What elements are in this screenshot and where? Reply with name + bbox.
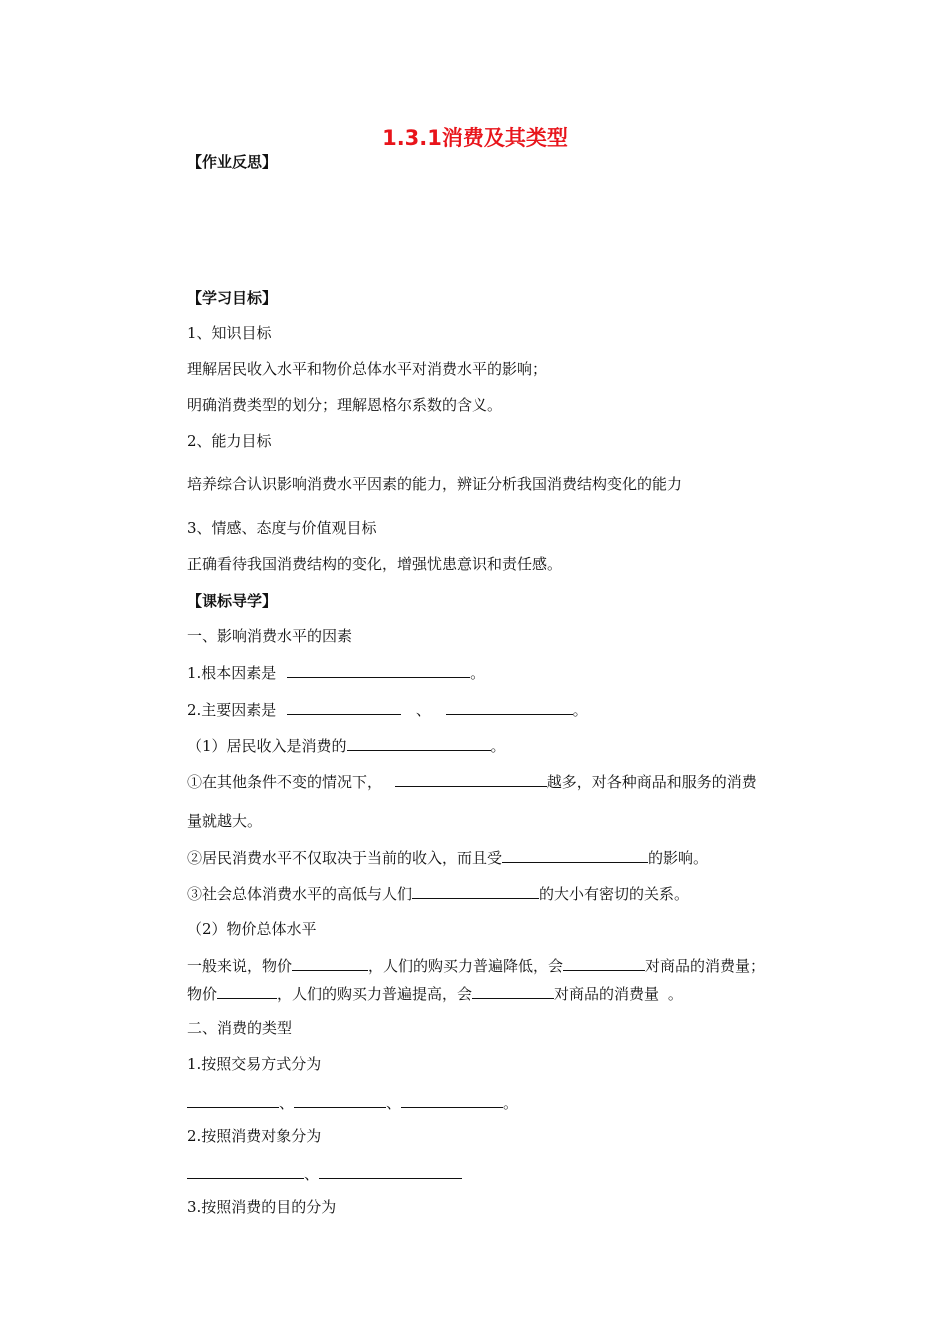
section-reflection: 【作业反思】 <box>187 153 278 171</box>
price-fall <box>187 983 683 1004</box>
knowledge-goal-2: 明确消费类型的划分；理解恩格尔系数的含义。 <box>187 396 503 414</box>
punctuation: 、 <box>386 1094 402 1112</box>
point-text: ①在其他条件不变的情况下， <box>187 773 383 791</box>
ability-goal-title: 2、能力目标 <box>187 432 272 450</box>
point-text: 越多，对各种商品和服务的消费 <box>546 773 757 791</box>
point-2 <box>187 847 708 868</box>
answer-blank[interactable] <box>294 1092 386 1108</box>
answer-blank[interactable] <box>395 771 547 787</box>
price-title: （2）物价总体水平 <box>187 920 317 938</box>
punctuation: 。 <box>503 1094 519 1112</box>
statement-text: 物价 <box>187 985 218 1003</box>
point-text: ②居民消费水平不仅取决于当前的收入，而且受 <box>187 849 503 867</box>
statement-text: 对商品的消费量 <box>554 985 660 1003</box>
punctuation: 、 <box>304 1165 320 1183</box>
type-by-object: 2.按照消费对象分为 <box>187 1127 322 1145</box>
statement-text: ，人们的购买力普遍提高，会 <box>277 985 473 1003</box>
answer-blank[interactable] <box>563 955 645 971</box>
answer-blank[interactable] <box>472 983 554 999</box>
answer-blank[interactable] <box>401 1092 503 1108</box>
question-text: 2.主要因素是 <box>187 701 277 719</box>
point-text: 的大小有密切的关系。 <box>539 885 690 903</box>
question-main-factors <box>187 699 588 720</box>
income-statement <box>187 735 506 756</box>
type-by-purpose: 3.按照消费的目的分为 <box>187 1198 337 1216</box>
answer-blank[interactable] <box>187 1163 304 1179</box>
answer-blank[interactable] <box>347 735 491 751</box>
statement-text: 对商品的消费量； <box>645 957 766 975</box>
ability-goal-1: 培养综合认识影响消费水平因素的能力，辨证分析我国消费结构变化的能力 <box>187 475 683 493</box>
value-goal-1: 正确看待我国消费结构的变化，增强忧患意识和责任感。 <box>187 555 563 573</box>
part2-title: 二、消费的类型 <box>187 1019 293 1037</box>
point-3 <box>187 883 689 904</box>
part1-title: 一、影响消费水平的因素 <box>187 627 353 645</box>
knowledge-goal-1: 理解居民收入水平和物价总体水平对消费水平的影响； <box>187 360 548 378</box>
point-text: 的影响。 <box>648 849 709 867</box>
answer-blank[interactable] <box>412 883 539 899</box>
punctuation: 、 <box>415 701 431 719</box>
price-rise <box>187 955 765 976</box>
answer-blank[interactable] <box>287 662 470 678</box>
answer-blank[interactable] <box>287 699 401 715</box>
answer-blank[interactable] <box>446 699 573 715</box>
type-by-transaction-blanks <box>187 1092 518 1113</box>
type-by-transaction: 1.按照交易方式分为 <box>187 1055 322 1073</box>
document-title: 1.3.1消费及其类型 <box>382 126 568 150</box>
point-1-continued: 量就越大。 <box>187 812 263 830</box>
statement-text: ，人们的购买力普遍降低，会 <box>368 957 564 975</box>
knowledge-goal-title: 1、知识目标 <box>187 324 272 342</box>
point-text: ③社会总体消费水平的高低与人们 <box>187 885 413 903</box>
punctuation: 。 <box>572 701 588 719</box>
answer-blank[interactable] <box>217 983 277 999</box>
punctuation: 。 <box>490 737 506 755</box>
section-guide: 【课标导学】 <box>187 592 278 610</box>
punctuation: 、 <box>279 1094 295 1112</box>
statement-text: 一般来说，物价 <box>187 957 293 975</box>
punctuation: 。 <box>470 664 486 682</box>
point-1 <box>187 771 757 792</box>
section-goals: 【学习目标】 <box>187 289 278 307</box>
type-by-object-blanks <box>187 1163 462 1184</box>
value-goal-title: 3、情感、态度与价值观目标 <box>187 519 377 537</box>
punctuation: 。 <box>667 985 683 1003</box>
statement-text: （1）居民收入是消费的 <box>187 737 347 755</box>
answer-blank[interactable] <box>187 1092 279 1108</box>
answer-blank[interactable] <box>292 955 368 971</box>
question-text: 1.根本因素是 <box>187 664 277 682</box>
answer-blank[interactable] <box>319 1163 462 1179</box>
question-root-factor <box>187 662 485 683</box>
answer-blank[interactable] <box>502 847 648 863</box>
